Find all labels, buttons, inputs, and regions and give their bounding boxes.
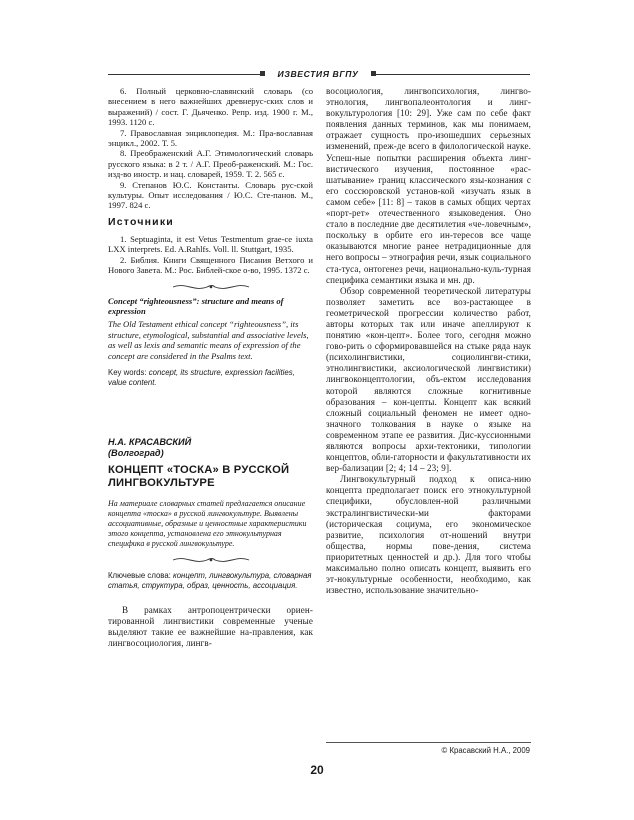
sources-heading: Источники	[108, 215, 174, 228]
english-summary-title: Concept “righteousness”: structure and means of expression	[108, 295, 284, 316]
english-keywords-value: concept, its structure, expression facilities, value content.	[108, 367, 295, 388]
copyright-notice: © Красавский Н.А., 2009	[441, 746, 530, 755]
page-number: 20	[310, 763, 324, 777]
spacer	[108, 389, 313, 437]
article-author: Н.А. КРАСАВСКИЙ	[108, 436, 192, 447]
flourish-ornament-icon	[171, 282, 251, 292]
bibliography-item: 9. Степанов Ю.С. Константы. Словарь рус-ской культуры. Опыт исследования / Ю.С. Сте-панов. М., 1997. 824 с.	[108, 179, 313, 211]
article-keywords-value: концепт, лингвокультура, словарная статья, структура, образ, ценность, ассоциация.	[108, 570, 312, 590]
article-affiliation: (Волгоград)	[108, 447, 164, 458]
body-paragraph: В рамках антропоцентрически ориен-тированной лингвистики современные ученые выделяют такие ее важнейшие на-правления, как лингвосоциология, лингв-	[108, 604, 313, 649]
flourish-ornament-icon	[171, 555, 251, 565]
article-body-left	[108, 605, 313, 649]
sources-list	[108, 234, 313, 276]
bibliography-list	[108, 86, 313, 211]
body-paragraph: Обзор современной теоретической литературы позволяет заметить все воз-растающее в геометрической прогрессии количество работ, авторы которых так или иначе апеллируют к понятию «кон-цепт». Более того, сегодня можно гово-рить о сформировавшейся на стыке ряда наук (психолингвистики, социолингви-стики, этнолингвистики, аксиологической лингвистики) лингвоконцептологии, объ-ектом исследования которой являются сложные когнитивные образования – кон-цепты. Концепт как всякий сложный социальный феномен не имеет одно-значного толкования в науке о языке на современном этапе ее развития. Дис-куссионными являются вопросы архи-тектоники, типологии концептов, обли-гаторности и факультативности их вер-бализации [2; 4; 14 – 23; 9].	[326, 285, 531, 474]
article-title: КОНЦЕПТ «ТОСКА» В РУССКОЙ ЛИНГВОКУЛЬТУРЕ	[108, 463, 290, 490]
body-paragraph: Лингвокультурный подход к описа-нию концепта предполагает поиск его этнокультурной специфики, обусловлен-ной различными экстралингвистически-ми факторами (историческая социума, его экономическое развитие, психология от-ношений внутри общества, нормы пове-дения, система приоритетных ценностей и др.). Для того чтобы максимально полно описать концепт, выявить его эт-нокультурные особенности, необходимо, как известно, использование значительно-	[326, 474, 531, 596]
body-paragraph: восоциология, лингвопсихология, лингво-этнология, лингвопалеонтология и линг-вокультурология [10: 29]. Уже сам по себе факт появления данных терминов, как мы понимаем, отражает сущность про-изошедших серьезных изменений, преж-де всего в филологической науке. Успеш-ные попытки расширения объекта линг-вистического изучения, постоянное «рас-шатывание» границ классического язы-кознания с его соссюровской установ-кой «изучать язык в самом себе» [11: 8] – таков в самых общих чертах «порт-рет» отечественного языковедения. Оно стало в последние две десятилетия «че-ловечным», поскольку в орбите его ин-тересов все чаще оказываются многие ранее нетрадиционные для него вопросы – этнография речи, язык социального ста-туса, онтогенез речи, национально-куль-турная специфика семантики языка и мн. др.	[326, 86, 531, 285]
english-summary-abstract: The Old Testament ethical concept “righteousness”, its structure, etymological, substantial and associative levels, as well as lexis and semantic means of expression of the concept are considered in the Psalms text.	[108, 319, 309, 361]
right-column	[326, 86, 531, 596]
bibliography-item: 8. Преображенский А.Г. Этимологический словарь русского языка: в 2 т. / А.Г. Преоб-раженский. М.: Гос. изд-во иностр. и нац. словарей, 1959. Т. 2. 565 с.	[108, 148, 313, 180]
source-item: 1. Septuaginta, it est Vetus Testmentum grae-ce iuxta LXX interprets. Ed. A.Rahlfs. Voll. ll. Stuttgart, 1935.	[108, 233, 313, 255]
article-keywords	[108, 571, 313, 591]
running-header	[108, 68, 530, 80]
header-rule-left	[108, 74, 260, 75]
header-square-left	[260, 71, 265, 76]
english-summary	[108, 296, 313, 389]
article-abstract: На материале словарных статей предлагается описание концепта «тоска» в русской лингвокультуре. Выявлены ассоциативные, образные и ценностные характеристики этого концепта, установлена его этнокультурная специфика в русской лингвокультуре.	[108, 498, 307, 548]
journal-title: ИЗВЕСТИЯ ВГПУ	[277, 69, 359, 79]
source-item: 2. Библия. Книги Священного Писания Ветхого и Нового Завета. М.: Рос. Библей-ское о-во, 1995. 1372 с.	[108, 254, 313, 276]
header-rule-right	[376, 74, 530, 75]
article-keywords-label: Ключевые слова:	[108, 570, 171, 580]
left-column	[108, 86, 313, 649]
footer-rule	[326, 742, 531, 743]
english-keywords	[108, 368, 313, 389]
english-keywords-label: Key words:	[108, 367, 147, 377]
bibliography-item: 7. Православная энциклопедия. М.: Пра-вославная энцикл., 2002. Т. 5.	[108, 127, 313, 149]
bibliography-item: 6. Полный церковно-славянский словарь (со внесением в него важнейших древнерус-ских слов и выражений) / сост. Г. Дьяченко. Репр. изд. 1900 г. М., 1993. 1120 с.	[108, 86, 313, 128]
